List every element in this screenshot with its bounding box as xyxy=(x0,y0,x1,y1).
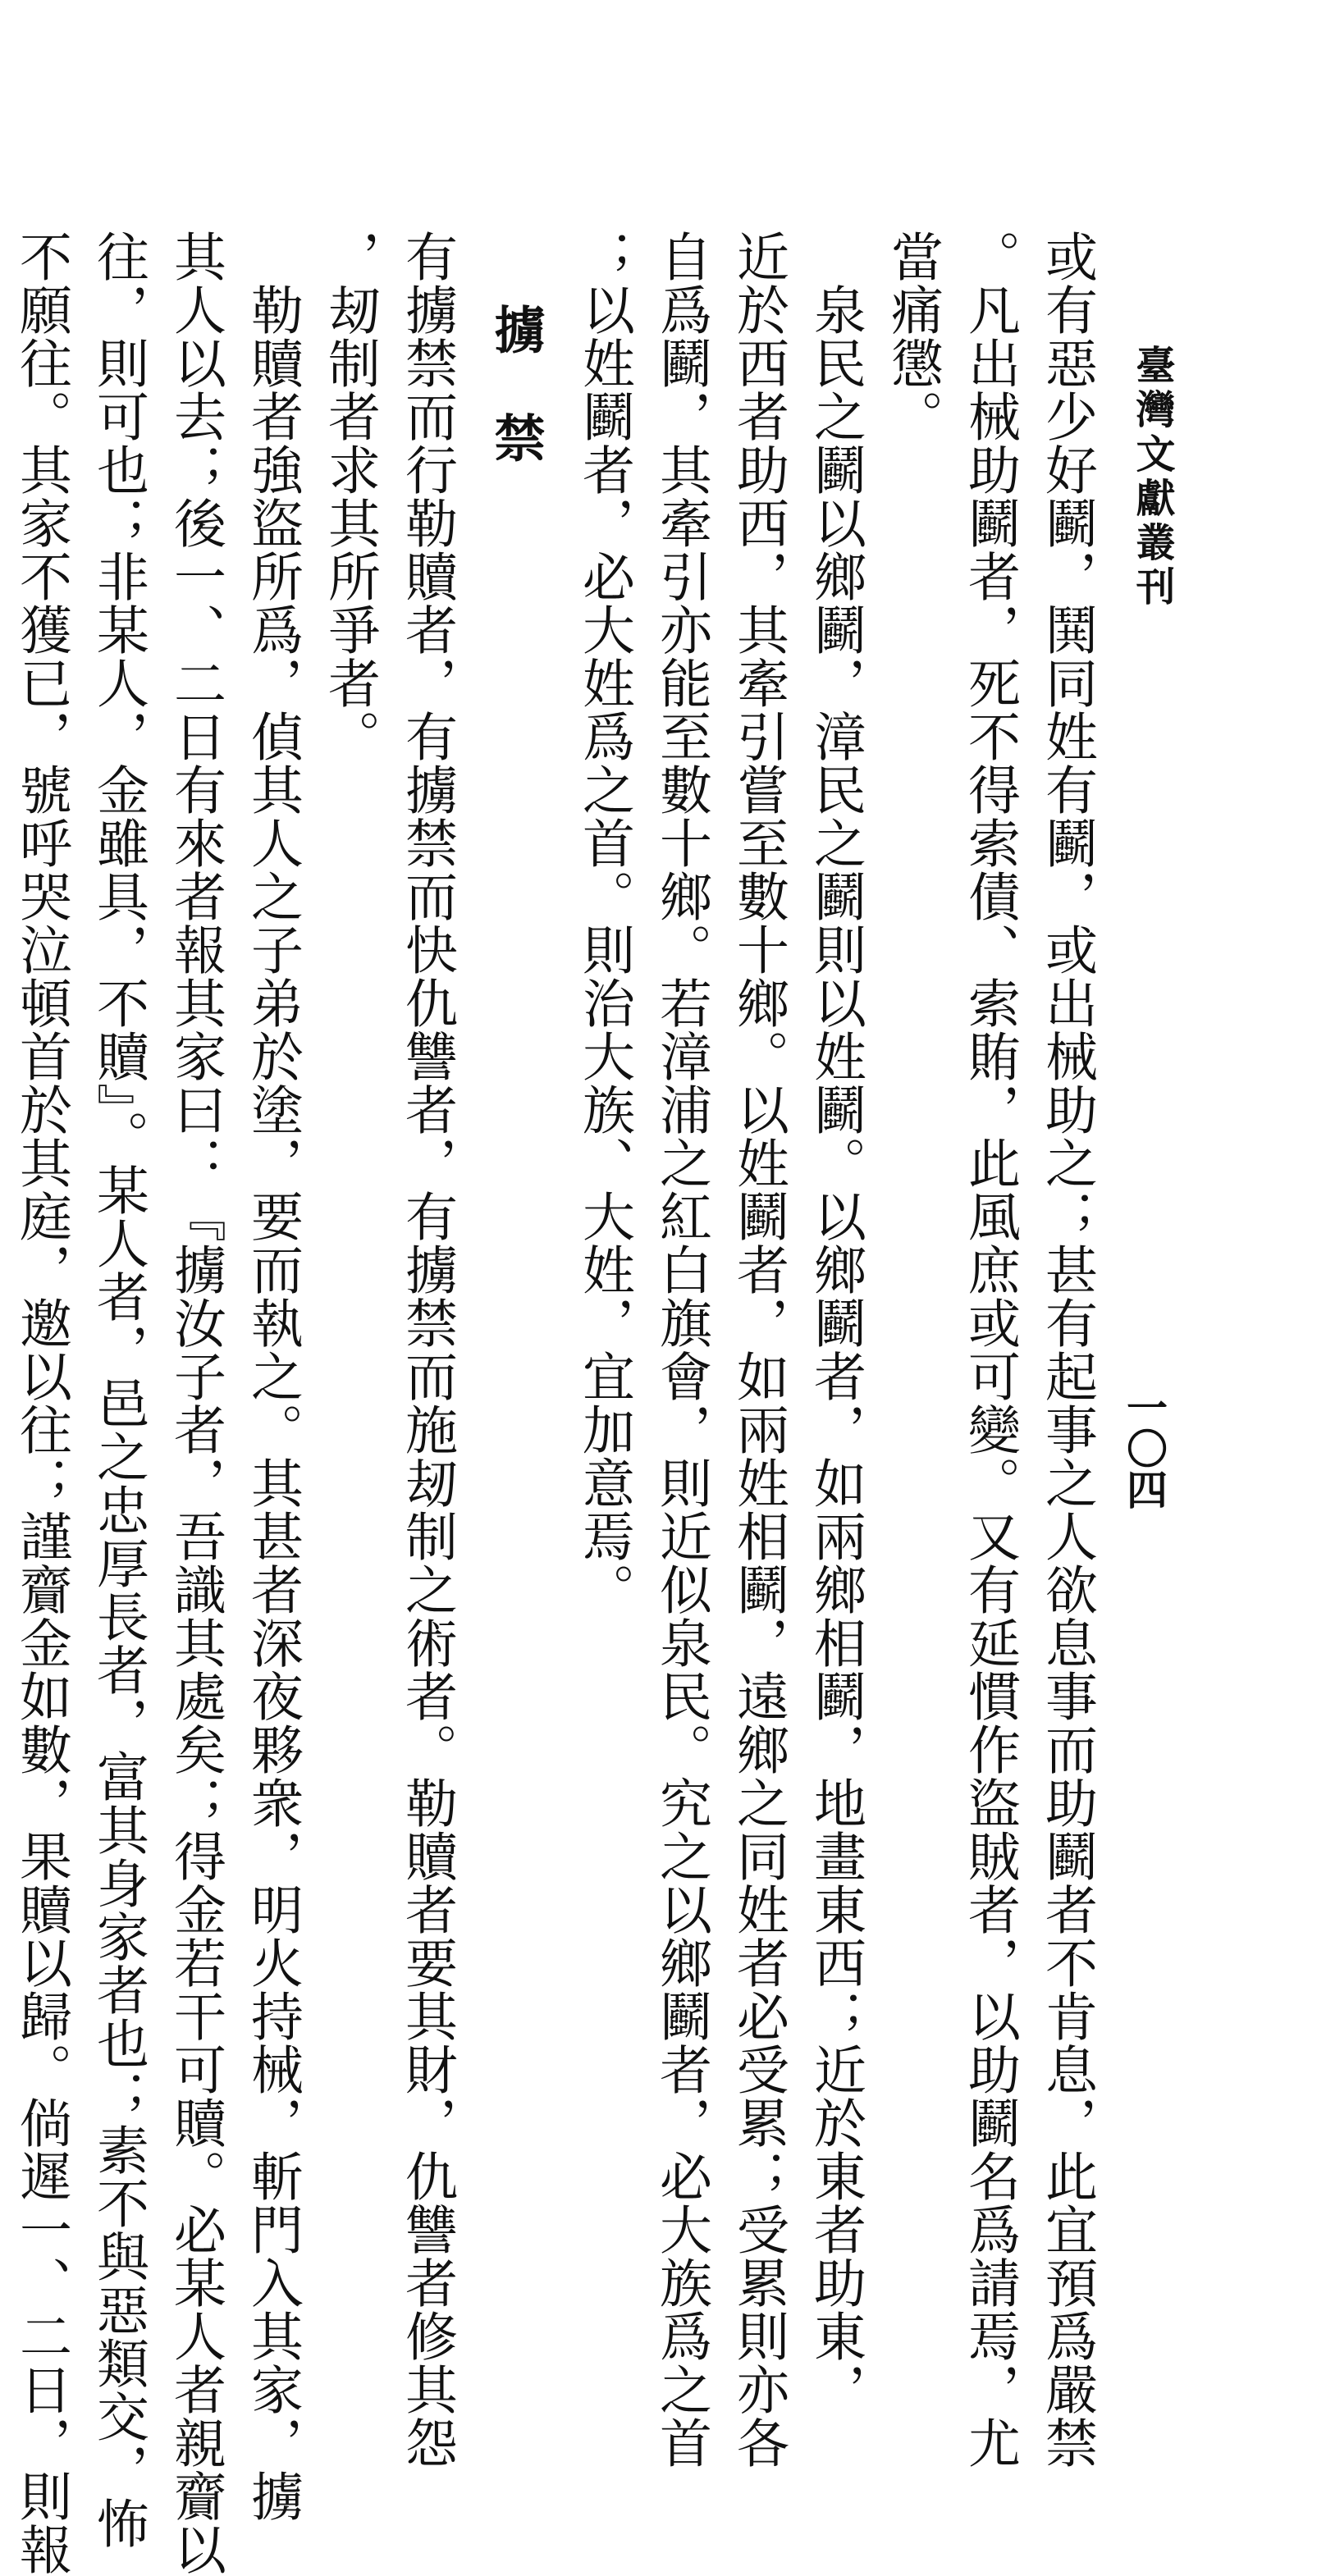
text-column: 或有惡少好鬬，鬨同姓有鬬，或出械助之；甚有起事之人欲息事而助鬬者不肯息，此宜預爲嚴禁 xyxy=(1036,230,1097,2469)
text-column: ，刼制者求其所爭者。 xyxy=(319,230,380,763)
text-column: 其人以去；後一、二日有來者報其家曰：『擄汝子者，吾識其處矣；得金若干可贖。必某人者親齎以 xyxy=(165,230,226,2576)
text-column: 不願往。其家不獲已，號呼哭泣頓首於其庭，邀以往；謹齎金如數，果贖以歸。倘遲一、二日，則報 xyxy=(11,230,71,2576)
text-column: 泉民之鬬以鄉鬬，漳民之鬬則以姓鬬。以鄉鬬者，如兩鄉相鬬，地畫東西；近於東者助東， xyxy=(805,230,866,2416)
text-column: 有擄禁而行勒贖者，有擄禁而快仇讐者，有擄禁而施刼制之術者。勒贖者要其財，仇讐者修其怨 xyxy=(396,230,457,2469)
text-column: 勒贖者強盜所爲，偵其人之子弟於塗，要而執之。其甚者深夜夥衆，明火持械，斬門入其家，擄 xyxy=(242,230,303,2523)
text-column: 自爲鬬，其牽引亦能至數十鄉。若漳浦之紅白旗會，則近似泉民。究之以鄉鬬者，必大族爲之首 xyxy=(651,230,711,2469)
text-column: 近於西者助西，其牽引嘗至數十鄉。以姓鬬者，如兩姓相鬬，遠鄉之同姓者必受累；受累則亦各 xyxy=(728,230,789,2469)
page-number: 一〇四 xyxy=(1120,1386,1168,1510)
text-column: ；以姓鬬者，必大姓爲之首。則治大族、大姓，宜加意焉。 xyxy=(574,230,634,1616)
section-heading: 擄禁 xyxy=(486,304,546,520)
text-column: 當痛懲。 xyxy=(882,230,943,443)
text-column: 。凡出械助鬬者，死不得索債、索賄，此風庶或可變。又有延慣作盜賊者，以助鬬名爲請焉，尤 xyxy=(959,230,1020,2469)
body-text xyxy=(11,230,1100,2576)
page-title: 臺灣文獻叢刊 xyxy=(1129,345,1175,610)
text-column: 往，則可也；非某人，金雖具，不贖』。某人者，邑之忠厚長者，富其身家者也；素不與惡類交，怖 xyxy=(88,230,149,2550)
